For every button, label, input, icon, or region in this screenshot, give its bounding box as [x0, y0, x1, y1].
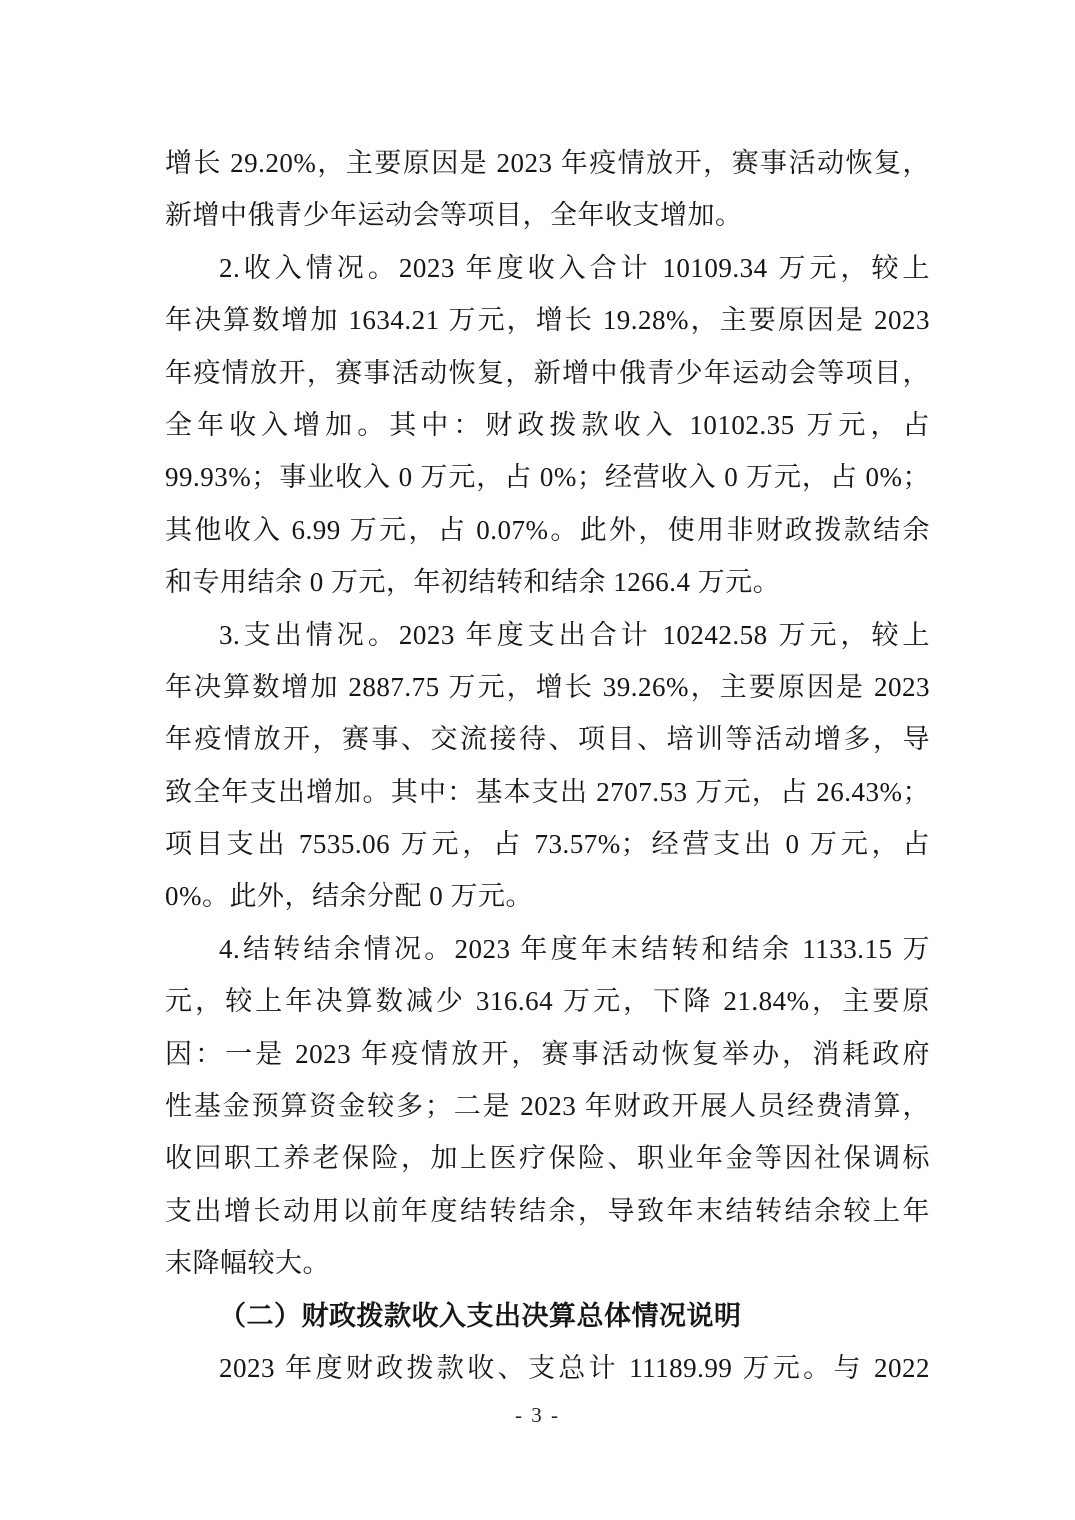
paragraph-fiscal-appropriation-total [165, 1342, 930, 1394]
paragraph-carryover-balance-situation [165, 923, 930, 1290]
text-line: 年疫情放开，赛事活动恢复，新增中俄青少年运动会等项目， [165, 357, 930, 388]
text-line: 支出增长动用以前年度结转结余，导致年末结转结余较上年 [165, 1195, 930, 1226]
text-line: 末降幅较大。 [165, 1248, 330, 1279]
text-line: 新增中俄青少年运动会等项目，全年收支增加。 [165, 200, 743, 231]
text-line: 因：一是 2023 年疫情放开，赛事活动恢复举办，消耗政府 [165, 1038, 930, 1069]
text-line: 年疫情放开，赛事、交流接待、项目、培训等活动增多，导 [165, 724, 930, 755]
text-line: 增长 29.20%，主要原因是 2023 年疫情放开，赛事活动恢复， [165, 148, 930, 178]
text-line: 4.结转结余情况。2023 年度年末结转和结余 1133.15 万 [219, 933, 930, 964]
text-line: 年决算数增加 1634.21 万元，增长 19.28%，主要原因是 2023 [165, 305, 930, 336]
text-line: （二）财政拨款收入支出决算总体情况说明 [219, 1300, 742, 1331]
text-line: 项目支出 7535.06 万元，占 73.57%；经营支出 0 万元，占 [165, 829, 930, 860]
paragraph-income-situation [165, 242, 930, 609]
text-line: 致全年支出增加。其中：基本支出 2707.53 万元，占 26.43%； [165, 776, 930, 807]
paragraph-fiscal-appropriation-heading [165, 1290, 930, 1342]
text-line: 3.支出情况。2023 年度支出合计 10242.58 万元，较上 [219, 619, 930, 650]
paragraph-expenditure-situation [165, 609, 930, 923]
text-line: 0%。此外，结余分配 0 万元。 [165, 881, 533, 912]
text-line: 99.93%；事业收入 0 万元，占 0%；经营收入 0 万元，占 0%； [165, 462, 930, 493]
document-body [165, 137, 930, 1394]
text-line: 全年收入增加。其中：财政拨款收入 10102.35 万元，占 [165, 409, 930, 440]
text-line: 和专用结余 0 万元，年初结转和结余 1266.4 万元。 [165, 567, 781, 598]
text-line: 2023 年度财政拨款收、支总计 11189.99 万元。与 2022 [219, 1352, 930, 1383]
paragraph-growth-continuation [165, 137, 930, 242]
text-line: 收回职工养老保险，加上医疗保险、职业年金等因社保调标 [165, 1143, 930, 1174]
text-line: 性基金预算资金较多；二是 2023 年财政开展人员经费清算， [165, 1091, 930, 1122]
text-line: 元，较上年决算数减少 316.64 万元，下降 21.84%，主要原 [165, 986, 930, 1017]
text-line: 2.收入情况。2023 年度收入合计 10109.34 万元，较上 [219, 252, 930, 283]
page-number: - 3 - [515, 1403, 560, 1427]
text-line: 年决算数增加 2887.75 万元，增长 39.26%，主要原因是 2023 [165, 671, 930, 702]
text-line: 其他收入 6.99 万元，占 0.07%。此外，使用非财政拨款结余 [165, 514, 930, 545]
